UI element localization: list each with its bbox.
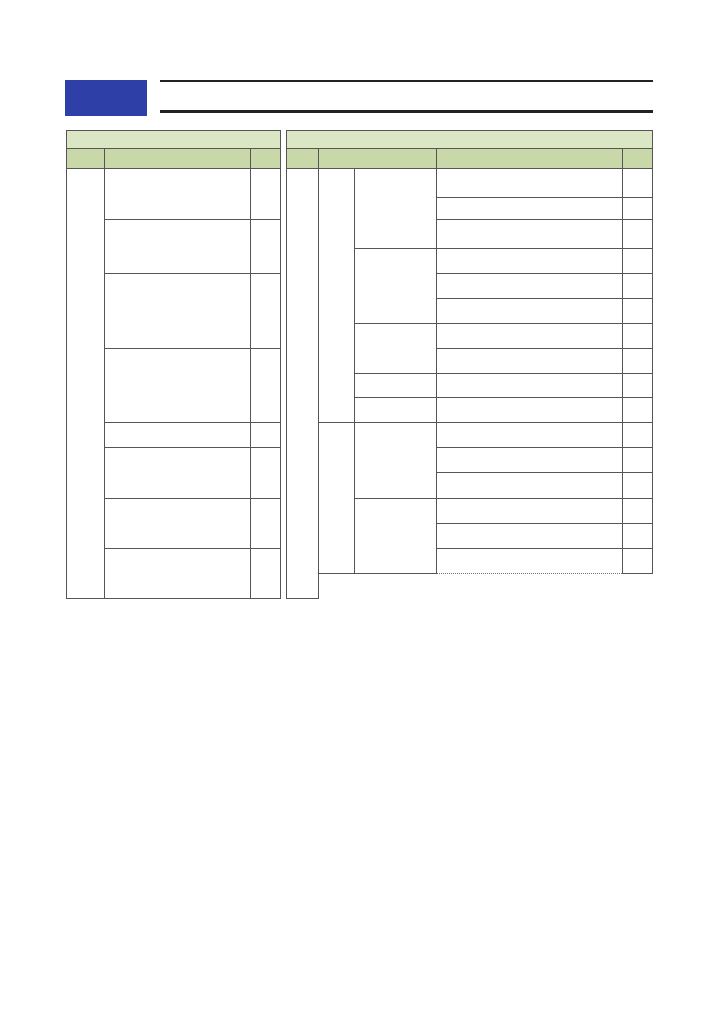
after-score [623, 349, 653, 374]
after-content [437, 324, 623, 349]
after-content [437, 423, 623, 448]
after-content [437, 473, 623, 499]
after-item [355, 249, 437, 324]
before-item [105, 274, 251, 349]
document-header [65, 80, 653, 118]
after-item [355, 169, 437, 249]
before-item [105, 448, 251, 499]
after-score [623, 398, 653, 423]
page-title [160, 80, 653, 113]
after-content [437, 274, 623, 299]
after-score [623, 324, 653, 349]
before-score [251, 549, 281, 599]
after-content [437, 448, 623, 473]
before-category [67, 169, 105, 599]
after-score [623, 423, 653, 448]
after-column-header [623, 149, 653, 169]
after-type [319, 423, 355, 574]
after-category [287, 169, 319, 599]
before-score [251, 169, 281, 220]
after-content [437, 349, 623, 374]
after-content [437, 169, 623, 198]
after-column-header [437, 149, 623, 169]
after-item [355, 499, 437, 574]
after-content [437, 198, 623, 220]
before-column-header [251, 149, 281, 169]
comparison-table [66, 130, 653, 599]
before-score [251, 274, 281, 349]
before-item [105, 169, 251, 220]
after-score [623, 374, 653, 398]
after-content [437, 299, 623, 324]
after-content [437, 398, 623, 423]
after-score [623, 274, 653, 299]
before-item [105, 349, 251, 423]
before-score [251, 423, 281, 448]
after-score [623, 473, 653, 499]
after-score [623, 249, 653, 274]
after-score [623, 549, 653, 574]
before-score [251, 448, 281, 499]
after-content [437, 249, 623, 274]
before-score [251, 499, 281, 549]
after-score [623, 499, 653, 524]
appendix-badge [65, 80, 147, 116]
before-item [105, 549, 251, 599]
before-item [105, 499, 251, 549]
after-group-header [287, 131, 653, 149]
after-content [437, 549, 623, 574]
before-score [251, 220, 281, 274]
after-score [623, 220, 653, 249]
after-item [355, 324, 437, 374]
after-content [437, 374, 623, 398]
after-content [437, 524, 623, 549]
after-score [623, 198, 653, 220]
after-column-header [287, 149, 319, 169]
after-type [319, 169, 355, 423]
before-group-header [67, 131, 281, 149]
before-item [105, 423, 251, 448]
before-column-header [67, 149, 105, 169]
after-score [623, 169, 653, 198]
after-column-header [319, 149, 437, 169]
after-item [355, 374, 437, 398]
before-column-header [105, 149, 251, 169]
before-score [251, 349, 281, 423]
after-content [437, 220, 623, 249]
after-item [355, 398, 437, 423]
before-item [105, 220, 251, 274]
after-score [623, 448, 653, 473]
after-score [623, 524, 653, 549]
after-score [623, 299, 653, 324]
after-content [437, 499, 623, 524]
after-item [355, 423, 437, 499]
